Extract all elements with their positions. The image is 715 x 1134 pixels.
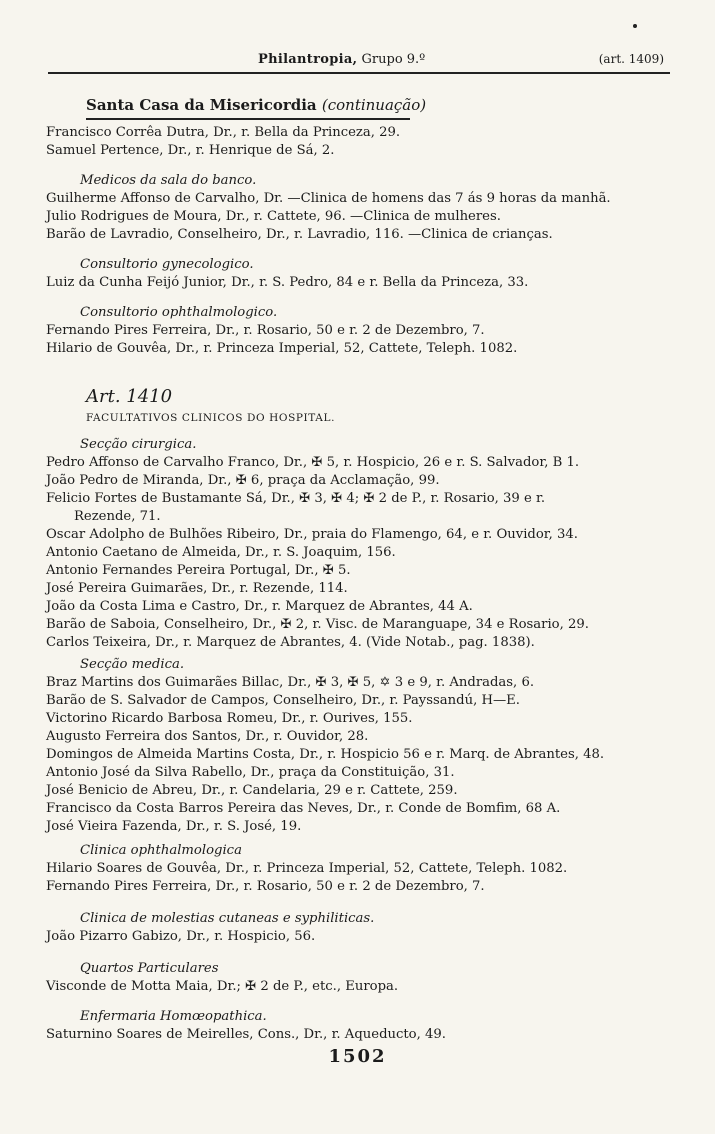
entry-line: Hilario Soares de Gouvêa, Dr., r. Princeza Imperial, 52, Cattete, Teleph. 1082. bbox=[46, 861, 568, 876]
entry-line: José Benicio de Abreu, Dr., r. Candelaria, 29 e r. Cattete, 259. bbox=[46, 783, 458, 798]
article-caps-heading: FACULTATIVOS CLINICOS DO HOSPITAL. bbox=[86, 412, 336, 424]
header-rule bbox=[48, 72, 670, 74]
entries-block-1 bbox=[46, 124, 696, 160]
entry-line: Francisco da Costa Barros Pereira das Neves, Dr., r. Conde de Bomfim, 68 A. bbox=[46, 801, 561, 816]
entry-line: Rezende, 71. bbox=[74, 509, 161, 524]
entry-line: Samuel Pertence, Dr., r. Henrique de Sá, 2. bbox=[46, 143, 335, 158]
gyneco-section bbox=[46, 256, 696, 292]
entry-line: Hilario de Gouvêa, Dr., r. Princeza Imperial, 52, Cattete, Teleph. 1082. bbox=[46, 341, 518, 356]
entry-line: Antonio Fernandes Pereira Portugal, Dr., ✠ 5. bbox=[46, 563, 351, 578]
subsection-heading: Quartos Particulares bbox=[80, 961, 219, 976]
subsection-heading: Clinica ophthalmologica bbox=[80, 843, 242, 858]
section-title: Santa Casa da Misericordia (continuação) bbox=[86, 96, 427, 114]
entry-line: Braz Martins dos Guimarães Billac, Dr., ✠ 3, ✠ 5, ✡ 3 e 9, r. Andradas, 6. bbox=[46, 675, 535, 690]
entry-line: Barão de S. Salvador de Campos, Conselheiro, Dr., r. Payssandú, H—E. bbox=[46, 693, 520, 708]
entry-line: Antonio Caetano de Almeida, Dr., r. S. Joaquim, 156. bbox=[46, 545, 396, 560]
page-number: 1502 bbox=[328, 1046, 387, 1067]
subsection-heading: Clinica de molestias cutaneas e syphiliticas. bbox=[80, 911, 375, 926]
entry-line: João Pizarro Gabizo, Dr., r. Hospicio, 56. bbox=[46, 929, 316, 944]
subsection-heading: Medicos da sala do banco. bbox=[80, 173, 257, 188]
entry-line: José Pereira Guimarães, Dr., r. Rezende, 114. bbox=[46, 581, 348, 596]
entry-line: Pedro Affonso de Carvalho Franco, Dr., ✠ 5, r. Hospicio, 26 e r. S. Salvador, B 1. bbox=[46, 455, 580, 470]
entry-line: Victorino Ricardo Barbosa Romeu, Dr., r. Ourives, 155. bbox=[46, 711, 413, 726]
entry-line: Saturnino Soares de Meirelles, Cons., Dr., r. Aqueducto, 49. bbox=[46, 1027, 446, 1042]
article-heading: Art. 1410 bbox=[86, 386, 173, 407]
entry-line: João da Costa Lima e Castro, Dr., r. Marquez de Abrantes, 44 A. bbox=[46, 599, 473, 614]
enfermaria-section bbox=[46, 1008, 696, 1044]
entry-line: Visconde de Motta Maia, Dr.; ✠ 2 de P., etc., Europa. bbox=[46, 979, 399, 994]
entry-line: Carlos Teixeira, Dr., r. Marquez de Abrantes, 4. (Vide Notab., pag. 1838). bbox=[46, 635, 535, 650]
quartos-section bbox=[46, 960, 696, 996]
entry-line: Barão de Lavradio, Conselheiro, Dr., r. Lavradio, 116. —Clinica de crianças. bbox=[46, 227, 553, 242]
clinica-oph-section bbox=[46, 842, 696, 896]
ink-dot bbox=[633, 24, 637, 28]
molestias-section bbox=[46, 910, 696, 946]
entry-line: Fernando Pires Ferreira, Dr., r. Rosario, 50 e r. 2 de Dezembro, 7. bbox=[46, 323, 485, 338]
entry-line: Felicio Fortes de Bustamante Sá, Dr., ✠ 3, ✠ 4; ✠ 2 de P., r. Rosario, 39 e r. bbox=[46, 491, 546, 506]
medica-section bbox=[46, 656, 696, 836]
header-article-ref: (art. 1409) bbox=[598, 52, 664, 66]
entry-line: Guilherme Affonso de Carvalho, Dr. —Clinica de homens das 7 ás 9 horas da manhã. bbox=[46, 191, 611, 206]
header-title: Philantropia, Grupo 9.º bbox=[258, 52, 426, 67]
subsection-heading: Secção cirurgica. bbox=[80, 437, 197, 452]
entry-line: Barão de Saboia, Conselheiro, Dr., ✠ 2, r. Visc. de Maranguape, 34 e Rosario, 29. bbox=[46, 617, 589, 632]
entry-line: Julio Rodrigues de Moura, Dr., r. Cattete, 96. —Clinica de mulheres. bbox=[46, 209, 501, 224]
subsection-heading: Enfermaria Homœopathica. bbox=[80, 1009, 267, 1024]
entry-line: Augusto Ferreira dos Santos, Dr., r. Ouvidor, 28. bbox=[46, 729, 369, 744]
running-header bbox=[48, 50, 670, 70]
entry-line: Antonio José da Silva Rabello, Dr., praça da Constituição, 31. bbox=[46, 765, 455, 780]
subsection-heading: Consultorio gynecologico. bbox=[80, 257, 254, 272]
entry-line: Fernando Pires Ferreira, Dr., r. Rosario, 50 e r. 2 de Dezembro, 7. bbox=[46, 879, 485, 894]
subsection-heading: Secção medica. bbox=[80, 657, 185, 672]
cirurgica-section bbox=[46, 436, 696, 652]
entry-line: Francisco Corrêa Dutra, Dr., r. Bella da Princeza, 29. bbox=[46, 125, 401, 140]
ophthal-section bbox=[46, 304, 696, 358]
entry-line: José Vieira Fazenda, Dr., r. S. José, 19. bbox=[46, 819, 302, 834]
entry-line: Domingos de Almeida Martins Costa, Dr., r. Hospicio 56 e r. Marq. de Abrantes, 48. bbox=[46, 747, 605, 762]
entry-line: Oscar Adolpho de Bulhões Ribeiro, Dr., praia do Flamengo, 64, e r. Ouvidor, 34. bbox=[46, 527, 579, 542]
section-title-rule bbox=[86, 118, 410, 120]
medicos-section bbox=[46, 172, 696, 244]
subsection-heading: Consultorio ophthalmologico. bbox=[80, 305, 278, 320]
entry-line: Luiz da Cunha Feijó Junior, Dr., r. S. Pedro, 84 e r. Bella da Princeza, 33. bbox=[46, 275, 529, 290]
entry-line: João Pedro de Miranda, Dr., ✠ 6, praça da Acclamação, 99. bbox=[46, 473, 440, 488]
